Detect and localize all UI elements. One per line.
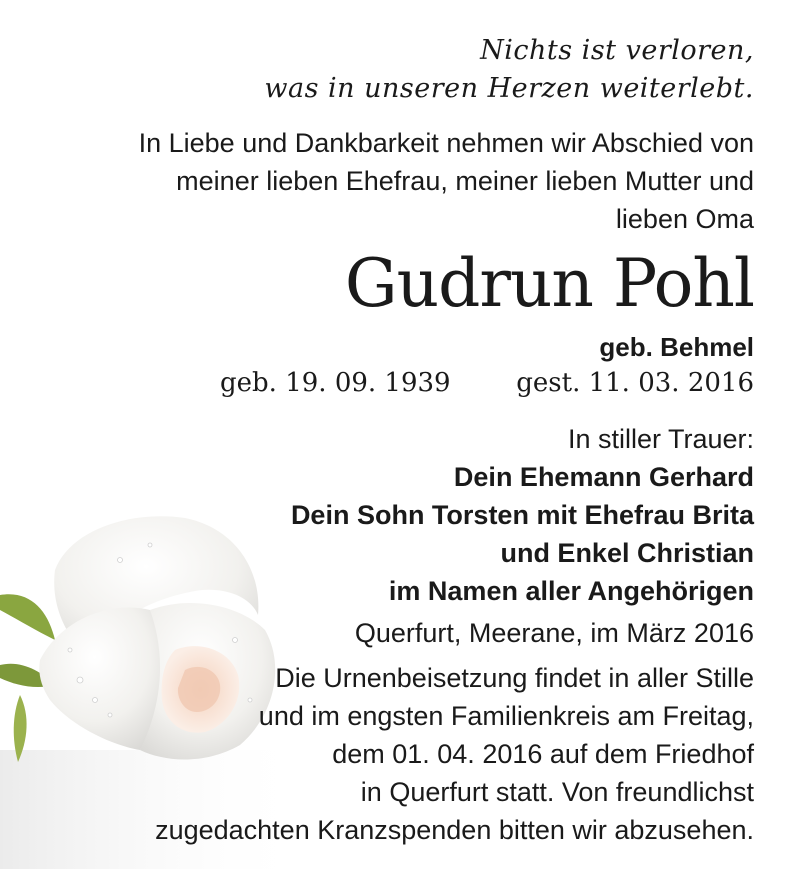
- intro-line-3: lieben Oma: [615, 204, 754, 234]
- burial-note-line: zugedachten Kranzspenden bitten wir abzusehen.: [155, 815, 754, 845]
- intro-line-2: meiner lieben Ehefrau, meiner lieben Mutter und: [176, 166, 754, 196]
- motto-line-2: was in unseren Herzen weiterlebt.: [264, 73, 754, 104]
- deceased-name: Gudrun Pohl: [344, 245, 754, 322]
- burial-note-line: und im engsten Familienkreis am Freitag,: [258, 701, 754, 731]
- burial-note-line: Die Urnenbeisetzung findet in aller Stille: [275, 663, 754, 693]
- mourner-line: und Enkel Christian: [500, 538, 754, 568]
- burial-note-line: dem 01. 04. 2016 auf dem Friedhof: [332, 739, 754, 769]
- death-date: gest. 11. 03. 2016: [516, 368, 754, 398]
- place-date: Querfurt, Meerane, im März 2016: [354, 618, 754, 648]
- intro-line-1: In Liebe und Dankbarkeit nehmen wir Abschied von: [138, 128, 754, 158]
- mourner-line: Dein Sohn Torsten mit Ehefrau Brita: [290, 500, 754, 530]
- mourners-heading: In stiller Trauer:: [567, 424, 754, 454]
- mourner-line: im Namen aller Angehörigen: [388, 576, 754, 606]
- motto-line-1: Nichts ist verloren,: [480, 35, 754, 66]
- maiden-name: geb. Behmel: [599, 332, 754, 362]
- mourner-line: Dein Ehemann Gerhard: [453, 462, 754, 492]
- burial-note-line: in Querfurt statt. Von freundlichst: [360, 777, 754, 807]
- birth-date: geb. 19. 09. 1939: [220, 368, 451, 398]
